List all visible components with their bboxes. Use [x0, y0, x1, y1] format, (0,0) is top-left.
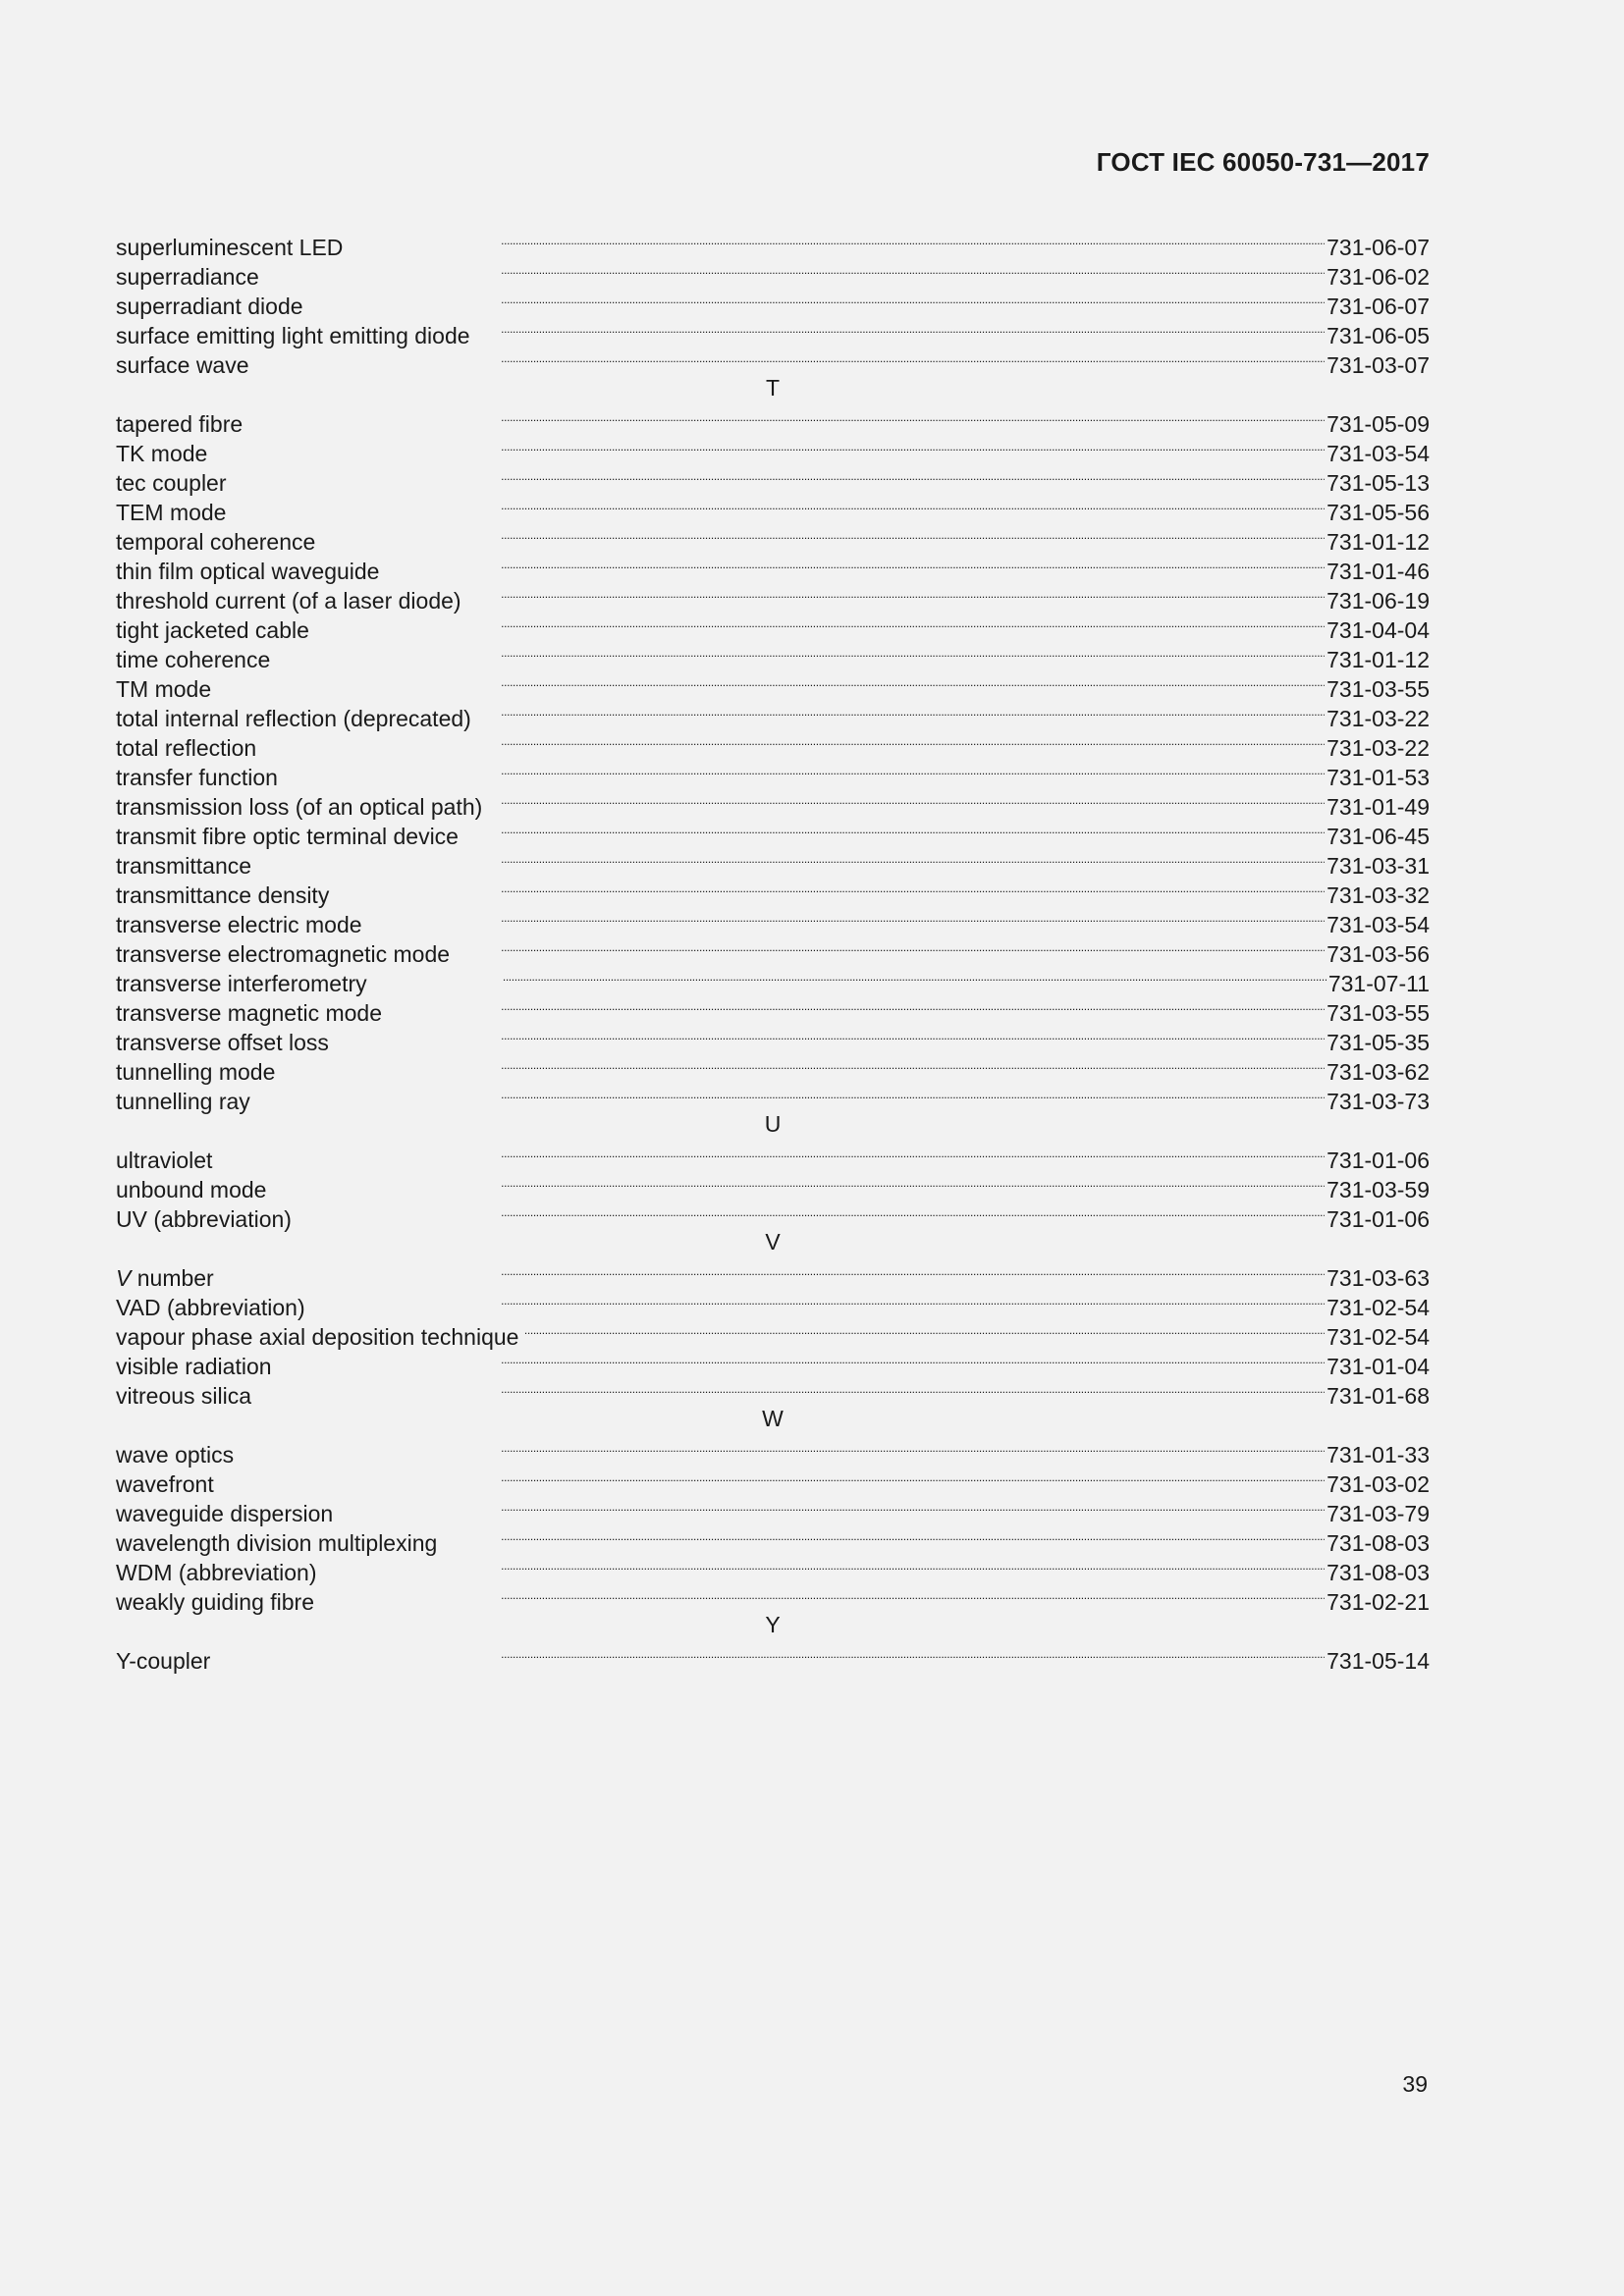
index-code: 731-03-54	[1326, 441, 1430, 466]
index-entry	[116, 314, 1430, 348]
index-term: superluminescent LED	[116, 235, 344, 260]
index-term: tapered fibre	[116, 411, 244, 437]
index-entry	[116, 1168, 1430, 1202]
dot-leader	[335, 1021, 1325, 1050]
index-term: transverse electromagnetic mode	[116, 941, 451, 967]
index-term: waveguide dispersion	[116, 1501, 334, 1526]
index-code: 731-03-31	[1326, 853, 1430, 879]
index-code: 731-03-55	[1326, 676, 1430, 702]
index-term: thin film optical waveguide	[116, 559, 380, 584]
dot-leader	[368, 903, 1326, 933]
dot-leader	[276, 638, 1325, 667]
index-entry	[116, 1286, 1430, 1320]
dot-leader	[220, 1256, 1325, 1286]
index-term: transverse offset loss	[116, 1030, 329, 1055]
index-term: visible radiation	[116, 1354, 272, 1379]
dot-leader	[339, 1492, 1325, 1522]
dot-leader	[456, 933, 1325, 962]
dot-leader	[311, 1286, 1326, 1315]
index-entry	[116, 1463, 1430, 1497]
index-code: 731-06-07	[1326, 294, 1430, 319]
index-code: 731-07-11	[1327, 971, 1430, 996]
index-term: weakly guiding fibre	[116, 1589, 315, 1615]
index-code: 731-03-55	[1326, 1000, 1430, 1026]
index-code: 731-01-46	[1326, 559, 1430, 584]
index-term: VAD (abbreviation)	[116, 1295, 305, 1320]
index-entry	[116, 461, 1430, 496]
index-entry	[116, 697, 1430, 731]
dot-leader	[232, 491, 1325, 520]
index-term: tight jacketed cable	[116, 617, 309, 643]
index-term: Y-coupler	[116, 1648, 211, 1674]
index-term: wavefront	[116, 1471, 214, 1497]
index-code: 731-03-73	[1326, 1089, 1430, 1114]
dot-leader	[467, 579, 1326, 609]
index-code: 731-03-79	[1326, 1501, 1430, 1526]
index-entry	[116, 344, 1430, 378]
index-entry	[116, 756, 1430, 790]
index-term: surface wave	[116, 352, 249, 378]
index-term: tunnelling mode	[116, 1059, 276, 1085]
dot-leader	[256, 1080, 1325, 1109]
dot-leader	[262, 726, 1325, 756]
index-entry	[116, 255, 1430, 290]
document-header: ГОСТ IEC 60050-731—2017	[1096, 147, 1430, 177]
section-letter: U	[764, 1111, 782, 1137]
index-entry	[116, 1080, 1430, 1114]
dot-leader	[220, 1463, 1325, 1492]
index-term: transmittance density	[116, 882, 330, 908]
index-entry	[116, 1639, 1430, 1674]
dot-leader	[388, 991, 1325, 1021]
index-code: 731-04-04	[1326, 617, 1430, 643]
dot-leader	[217, 667, 1325, 697]
index-code: 731-01-49	[1326, 794, 1430, 820]
dot-leader	[320, 1580, 1325, 1610]
index-code: 731-06-45	[1326, 824, 1430, 849]
index-code: 731-03-32	[1326, 882, 1430, 908]
dot-leader	[298, 1198, 1325, 1227]
index-term-variable: V	[116, 1265, 132, 1291]
dot-leader	[476, 314, 1326, 344]
index-term: transmission loss (of an optical path)	[116, 794, 483, 820]
index-term: surface emitting light emitting diode	[116, 323, 470, 348]
index-term: transverse magnetic mode	[116, 1000, 383, 1026]
index-term: superradiant diode	[116, 294, 303, 319]
index-term: unbound mode	[116, 1177, 267, 1202]
dot-leader	[488, 785, 1325, 815]
dot-leader	[464, 815, 1325, 844]
index-code: 731-01-04	[1326, 1354, 1430, 1379]
index-code: 731-01-33	[1326, 1442, 1430, 1468]
index-code: 731-05-09	[1326, 411, 1430, 437]
dot-leader	[278, 1345, 1326, 1374]
index-code: 731-03-02	[1326, 1471, 1430, 1497]
index-code: 731-05-35	[1326, 1030, 1430, 1055]
index-term: time coherence	[116, 647, 271, 672]
index-term: wavelength division multiplexing	[116, 1530, 438, 1556]
index-term: threshold current (of a laser diode)	[116, 588, 461, 614]
dot-leader	[309, 285, 1326, 314]
index-code: 731-06-05	[1326, 323, 1430, 348]
index-term: UV (abbreviation)	[116, 1206, 292, 1232]
dot-leader	[272, 1168, 1325, 1198]
index-entry	[116, 1345, 1430, 1379]
dot-leader	[335, 874, 1325, 903]
index-entry	[116, 638, 1430, 672]
dot-leader	[315, 609, 1325, 638]
term-index	[116, 226, 1430, 1674]
index-entry	[116, 226, 1430, 260]
index-term: transverse interferometry	[116, 971, 367, 996]
index-code: 731-08-03	[1326, 1530, 1430, 1556]
dot-leader	[240, 1433, 1325, 1463]
index-entry	[116, 402, 1430, 437]
index-code: 731-08-03	[1326, 1560, 1430, 1585]
index-code: 731-05-56	[1326, 500, 1430, 525]
index-code: 731-01-12	[1326, 529, 1430, 555]
index-code: 731-01-68	[1326, 1383, 1430, 1409]
index-entry	[116, 1374, 1430, 1409]
dot-leader	[257, 1374, 1325, 1404]
index-code: 731-03-54	[1326, 912, 1430, 937]
index-term: transfer function	[116, 765, 278, 790]
index-term: wave optics	[116, 1442, 235, 1468]
index-code: 731-01-12	[1326, 647, 1430, 672]
index-term: temporal coherence	[116, 529, 316, 555]
index-code: 731-01-53	[1326, 765, 1430, 790]
index-code: 731-05-14	[1326, 1648, 1430, 1674]
index-term: TM mode	[116, 676, 212, 702]
dot-leader	[233, 461, 1326, 491]
index-term: tunnelling ray	[116, 1089, 250, 1114]
dot-leader	[216, 1639, 1325, 1669]
index-entry	[116, 520, 1430, 555]
section-letter: T	[765, 375, 781, 400]
index-entry	[116, 1315, 1430, 1350]
dot-leader	[349, 226, 1325, 255]
index-term: vitreous silica	[116, 1383, 252, 1409]
index-entry	[116, 667, 1430, 702]
index-code: 731-02-21	[1326, 1589, 1430, 1615]
section-letter: V	[765, 1229, 781, 1255]
dot-leader	[218, 1139, 1325, 1168]
index-entry	[116, 785, 1430, 820]
dot-leader	[265, 255, 1325, 285]
index-entry	[116, 1492, 1430, 1526]
index-term: vapour phase axial deposition technique	[116, 1324, 519, 1350]
index-code: 731-03-22	[1326, 735, 1430, 761]
index-code: 731-03-59	[1326, 1177, 1430, 1202]
index-code: 731-03-07	[1326, 352, 1430, 378]
index-term	[116, 1263, 220, 1293]
dot-leader	[385, 550, 1325, 579]
dot-leader	[323, 1551, 1326, 1580]
index-code: 731-02-54	[1326, 1324, 1430, 1350]
index-term: transverse electric mode	[116, 912, 362, 937]
dot-leader	[281, 1050, 1325, 1080]
dot-leader	[321, 520, 1325, 550]
dot-leader	[213, 432, 1325, 461]
index-entry	[116, 1139, 1430, 1173]
index-entry	[116, 726, 1430, 761]
dot-leader	[524, 1315, 1325, 1345]
index-code: 731-01-06	[1326, 1206, 1430, 1232]
index-term: ultraviolet	[116, 1148, 213, 1173]
index-term: superradiance	[116, 264, 259, 290]
index-term: TEM mode	[116, 500, 227, 525]
dot-leader	[284, 756, 1325, 785]
index-code: 731-06-02	[1326, 264, 1430, 290]
dot-leader	[443, 1522, 1325, 1551]
index-entry	[116, 285, 1430, 319]
index-entry	[116, 844, 1430, 879]
index-code: 731-01-06	[1326, 1148, 1430, 1173]
index-code: 731-05-13	[1326, 470, 1430, 496]
index-code: 731-06-19	[1326, 588, 1430, 614]
index-term: transmit fibre optic terminal device	[116, 824, 459, 849]
dot-leader	[257, 844, 1325, 874]
index-entry	[116, 1256, 1430, 1291]
dot-leader	[373, 962, 1326, 991]
index-term: tec coupler	[116, 470, 227, 496]
index-term: transmittance	[116, 853, 252, 879]
index-code: 731-03-22	[1326, 706, 1430, 731]
index-entry	[116, 1050, 1430, 1085]
index-code: 731-02-54	[1326, 1295, 1430, 1320]
dot-leader	[255, 344, 1326, 373]
index-term: WDM (abbreviation)	[116, 1560, 317, 1585]
dot-leader	[248, 402, 1325, 432]
section-letter: W	[762, 1406, 784, 1431]
index-term: total reflection	[116, 735, 257, 761]
index-code: 731-03-62	[1326, 1059, 1430, 1085]
page-number: 39	[1402, 2071, 1428, 2097]
index-entry	[116, 1433, 1430, 1468]
index-code: 731-06-07	[1326, 235, 1430, 260]
dot-leader	[477, 697, 1325, 726]
section-letter: Y	[765, 1612, 781, 1637]
index-entry	[116, 432, 1430, 466]
index-entry	[116, 874, 1430, 908]
index-code: 731-03-56	[1326, 941, 1430, 967]
index-term-text: number	[131, 1265, 214, 1291]
index-entry	[116, 491, 1430, 525]
index-term: TK mode	[116, 441, 208, 466]
index-term: total internal reflection (deprecated)	[116, 706, 471, 731]
index-code: 731-03-63	[1326, 1265, 1430, 1291]
index-entry	[116, 1198, 1430, 1232]
